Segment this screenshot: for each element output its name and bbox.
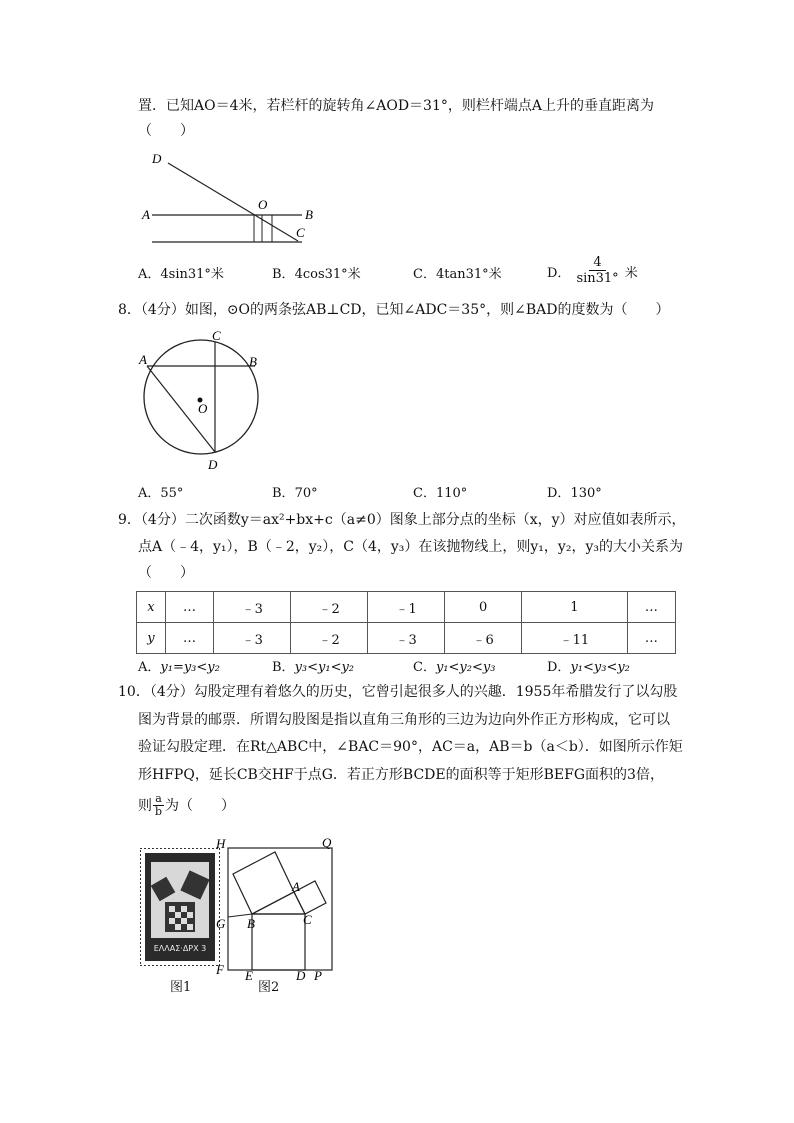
option-letter: A． [138,486,161,501]
q7-option-a[interactable] [138,263,224,282]
fraction-denominator: sin31° [576,271,619,286]
table-cell: ﹣3 [214,592,291,623]
option-text: y₃<y₁<y₂ [294,660,355,675]
table-cell: ﹣3 [214,623,291,654]
rect-hfpq [228,848,332,970]
q7-label-a: A [142,207,150,222]
q7-option-d[interactable] [547,255,638,287]
q8-text-line1: 8．（4分）如图，⊙O的两条弦AB⊥CD，已知∠ADC＝35°，则∠BAD的度数为（ ） [118,302,670,318]
table-cell: … [627,623,675,654]
q10-fig2-caption: 图2 [258,980,280,995]
option-letter: D． [547,486,571,501]
option-text: 55° [160,486,184,501]
q8-option-a[interactable] [138,482,183,501]
table-cell: … [165,623,213,654]
table-cell: ﹣2 [291,592,368,623]
q10-label-a: A [292,879,300,894]
table-cell: … [627,592,675,623]
q7-option-c[interactable] [413,263,502,282]
option-text: y₁<y₂<y₃ [435,660,496,675]
q10-label-f: F [216,962,224,977]
stamp-caption: ΕΛΛΑΣ·ΔΡΧ 3 [153,944,207,953]
option-letter: C． [413,267,436,282]
option-letter: A． [138,660,161,675]
q10-text-line3: 验证勾股定理．在Rt△ABC中，∠BAC＝90°，AC＝a，AB＝b（a＜b）．如图所示作矩 [138,739,683,755]
fraction-denominator: b [155,805,163,818]
q8-option-b[interactable] [272,482,318,501]
option-text: 70° [294,486,318,501]
q10-label-d: D [296,968,306,982]
table-cell: ﹣2 [291,623,368,654]
fraction-numerator: 4 [589,255,605,271]
q7-rod-dc [168,163,298,241]
option-letter: B． [272,660,295,675]
fraction-numerator: a [155,792,162,805]
q7-option-b[interactable] [272,263,361,282]
q8-circle [144,340,258,454]
q10-label-g: G [216,916,226,931]
option-text: y₁=y₃<y₂ [160,660,220,675]
table-cell: … [165,592,213,623]
q7-label-b: B [305,207,313,222]
q9-text-line2: 点A（﹣4，y₁），B（﹣2，y₂），C（4，y₃）在该抛物线上，则y₁，y₂，y₃的大小关系为 [138,539,683,555]
q10-label-b: B [247,916,255,931]
q10-text-line5 [138,793,235,818]
option-fraction [572,255,622,287]
q10-text-line1: 10．（4分）勾股定理有着悠久的历史，它曾引起很多人的兴趣．1955年希腊发行了以勾股 [118,684,678,700]
q10-label-h: H [216,836,226,851]
option-text: 4cos31°米 [294,267,361,282]
table-cell: ﹣1 [368,592,445,623]
q10-pythagoras-figure [212,832,342,982]
q8-option-c[interactable] [413,482,467,501]
option-unit: 米 [624,265,638,281]
q7-figure [130,145,330,250]
line5-suffix: 为（ ） [165,797,236,814]
q10-fraction [153,793,164,818]
option-text: 4sin31°米 [160,267,224,282]
option-letter: D． [547,265,571,281]
q8-label-b: B [249,354,257,369]
triangle-abc [252,892,305,914]
q8-label-d: D [208,457,218,472]
q9-bracket: （ ） [138,565,194,581]
table-row [137,623,676,654]
q10-fig1-caption: 图1 [170,980,192,995]
option-letter: D． [547,660,571,675]
option-letter: B． [272,486,295,501]
line5-prefix: 则 [138,797,152,814]
table-cell: ﹣11 [522,623,628,654]
table-cell: ﹣6 [445,623,522,654]
q9-option-c[interactable] [413,656,495,675]
table-cell: 1 [522,592,628,623]
q7-label-c: C [296,225,305,240]
q10-text-line4: 形HFPQ，延长CB交HF于点G．若正方形BCDE的面积等于矩形BEFG面积的3倍， [138,767,664,783]
option-letter: B． [272,267,295,282]
table-row [137,592,676,623]
q7-bracket: （ ） [138,123,194,139]
q9-option-d[interactable] [547,656,630,675]
q8-option-d[interactable] [547,482,602,501]
table-cell: y [137,623,166,654]
q8-label-a: A [139,352,147,367]
q7-label-d: D [152,151,162,166]
q10-stamp-figure [140,848,220,966]
q10-text-line2: 图为背景的邮票．所谓勾股图是指以直角三角形的三边为边向外作正方形构成，它可以 [138,712,670,728]
q10-label-c: C [303,912,312,927]
option-letter: A． [138,267,161,282]
option-letter: C． [413,660,436,675]
square-on-ab [233,852,294,914]
option-text: 130° [570,486,602,501]
table-cell: ﹣3 [368,623,445,654]
q7-label-o: O [258,197,268,212]
q9-text-line1: 9．（4分）二次函数y＝ax²+bx+c（a≠0）图象上部分点的坐标（x，y）对应值如表所示， [118,512,686,528]
q7-text-line1: 置．已知AO＝4米，若栏杆的旋转角∠AOD＝31°，则栏杆端点A上升的垂直距离为 [138,98,654,114]
option-text: 110° [435,486,468,501]
option-letter: C． [413,486,436,501]
table-cell: x [137,592,166,623]
option-text: y₁<y₃<y₂ [570,660,630,675]
square-bcde [252,914,305,970]
q8-label-o: O [198,401,208,416]
option-text: 4tan31°米 [435,267,502,282]
q10-label-q: Q [322,835,332,850]
q10-label-e: E [245,968,253,982]
q10-label-p: P [314,968,322,982]
q9-option-b[interactable] [272,656,354,675]
q9-value-table [136,591,676,654]
q8-figure [130,325,270,473]
table-cell: 0 [445,592,522,623]
q9-option-a[interactable] [138,656,220,675]
q8-label-c: C [212,328,221,343]
